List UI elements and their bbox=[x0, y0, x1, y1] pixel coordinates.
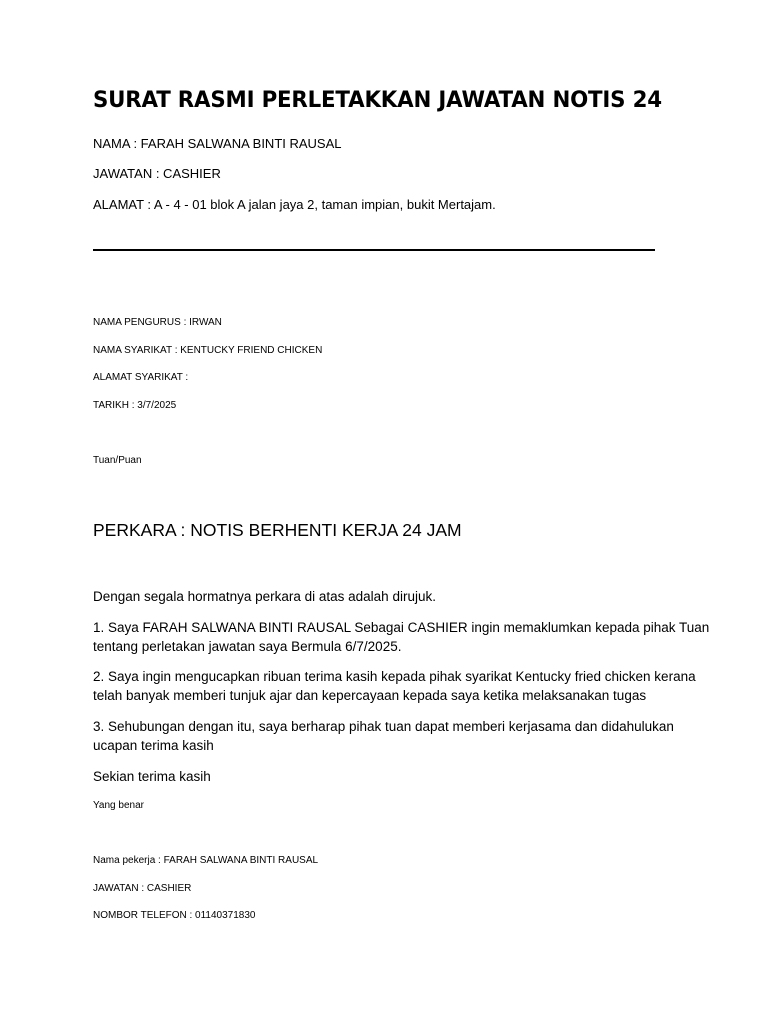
point-3-line-2: ucapan terima kasih bbox=[93, 738, 214, 753]
closing-line: Sekian terima kasih bbox=[93, 769, 211, 784]
subject-line: PERKARA : NOTIS BERHENTI KERJA 24 JAM bbox=[93, 520, 462, 540]
employee-address-field: ALAMAT : A - 4 - 01 blok A jalan jaya 2, taman impian, bukit Mertajam. bbox=[93, 197, 496, 212]
signoff: Yang benar bbox=[93, 800, 144, 811]
manager-name-field: NAMA PENGURUS : IRWAN bbox=[93, 317, 222, 328]
point-2-line-2: telah banyak memberi tunjuk ajar dan kepercayaan kepada saya ketika melaksanakan tugas bbox=[93, 688, 647, 703]
employee-name-field: NAMA : FARAH SALWANA BINTI RAUSAL bbox=[93, 136, 342, 151]
date-field: TARIKH : 3/7/2025 bbox=[93, 400, 177, 411]
letter-title: SURAT RASMI PERLETAKKAN JAWATAN NOTIS 24 bbox=[93, 88, 662, 113]
point-2-line-1: 2. Saya ingin mengucapkan ribuan terima kasih kepada pihak syarikat Kentucky fried chicken kerana bbox=[93, 669, 696, 684]
point-1-line-2: tentang perletakan jawatan saya Bermula 6/7/2025. bbox=[93, 639, 402, 654]
salutation: Tuan/Puan bbox=[93, 455, 142, 466]
employee-position-field: JAWATAN : CASHIER bbox=[93, 166, 221, 181]
company-address-field: ALAMAT SYARIKAT : bbox=[93, 372, 189, 383]
intro-paragraph: Dengan segala hormatnya perkara di atas adalah dirujuk. bbox=[93, 589, 436, 604]
point-1-line-1: 1. Saya FARAH SALWANA BINTI RAUSAL Sebagai CASHIER ingin memaklumkan kepada pihak Tuan bbox=[93, 620, 710, 635]
company-name-field: NAMA SYARIKAT : KENTUCKY FRIEND CHICKEN bbox=[93, 345, 323, 356]
worker-name-field: Nama pekerja : FARAH SALWANA BINTI RAUSAL bbox=[93, 855, 319, 866]
divider-line bbox=[93, 249, 655, 251]
point-3-line-1: 3. Sehubungan dengan itu, saya berharap pihak tuan dapat memberi kerjasama dan didahulukan bbox=[93, 719, 674, 734]
phone-number-field: NOMBOR TELEFON : 01140371830 bbox=[93, 910, 256, 921]
worker-position-field: JAWATAN : CASHIER bbox=[93, 883, 192, 894]
